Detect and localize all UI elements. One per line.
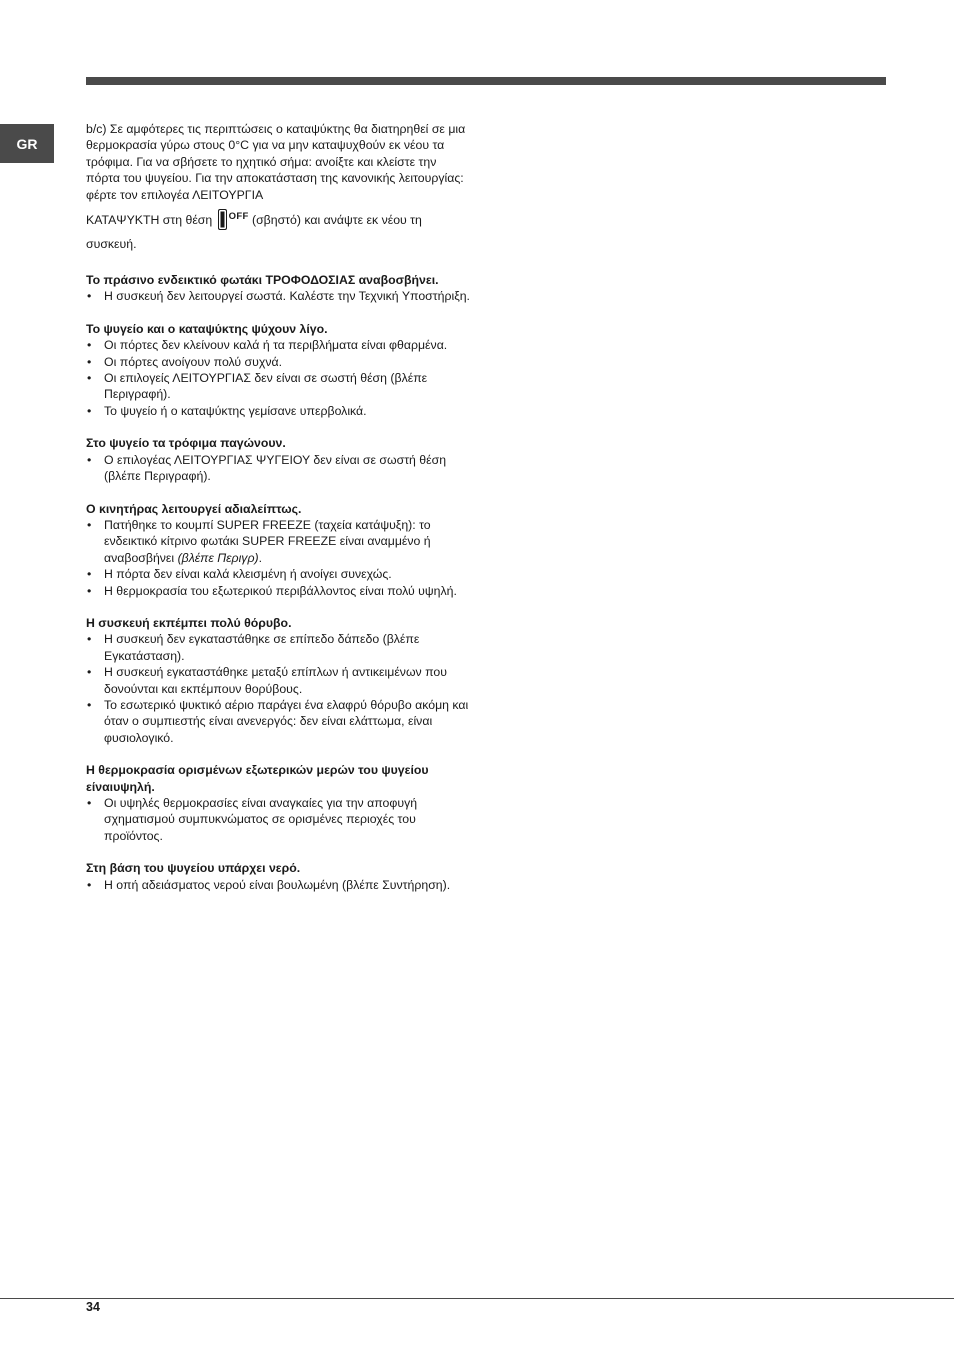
list-item-text: Πατήθηκε το κουμπί SUPER FREEZE (ταχεία κατάψυξη): το ενδεικτικό κίτρινο φωτάκι SUPER FREEZE είναι αναμμένο ή αναβοσβήνει <box>104 517 431 565</box>
bullet-list <box>86 452 471 485</box>
list-item: • Ο επιλογέας ΛΕΙΤΟΥΡΓΙΑΣ ΨΥΓΕΙΟΥ δεν είναι σε σωστή θέση (βλέπε Περιγραφή). <box>86 452 471 485</box>
list-item: • Οι επιλογείς ΛΕΙΤΟΥΡΓΙΑΣ δεν είναι σε σωστή θέση (βλέπε Περιγραφή). <box>86 370 471 403</box>
intro-text-after: (σβηστό) και ανάψτε εκ νέου τη συσκευή. <box>86 213 422 252</box>
intro-text: b/c) Σε αμφότερες τις περιπτώσεις ο καταψύκτης θα διατηρηθεί σε μια θερμοκρασία γύρω στους 0°C για να μην καταψυχθούν εκ νέου τα τρόφιμα. Για να σβήσετε το ηχητικό σήμα: ανοίξτε και κλείστε την πόρτα του ψυγείου. Για την αποκατάσταση της κανονικής λειτουργίας: φέρτε τον επιλογέα ΛΕΙΤΟΥΡΓΙΑ <box>86 122 466 202</box>
language-tab: GR <box>0 124 54 163</box>
list-item <box>86 517 471 566</box>
section-heading: Η συσκευή εκπέμπει πολύ θόρυβο. <box>86 615 292 630</box>
section-noise <box>86 615 471 746</box>
bullet-list <box>86 795 471 844</box>
list-item: • Η πόρτα δεν είναι καλά κλεισμένη ή ανοίγει συνεχώς. <box>86 566 471 582</box>
bullet-list <box>86 337 471 419</box>
list-item: • Οι υψηλές θερμοκρασίες είναι αναγκαίες για την αποφυγή σχηματισμού συμπυκνώματος σε ορισμένες περιοχές του προϊόντος. <box>86 795 471 844</box>
section-heading: Στο ψυγείο τα τρόφιμα παγώνουν. <box>86 436 286 451</box>
list-item: • Η θερμοκρασία του εξωτερικού περιβάλλοντος είναι πολύ υψηλή. <box>86 583 471 599</box>
intro-paragraph <box>86 121 471 256</box>
list-item: • Η συσκευή δεν εγκαταστάθηκε σε επίπεδο δάπεδο (βλέπε Εγκατάσταση). <box>86 631 471 664</box>
intro-line2-start: ΚΑΤΑΨΥΚΤΗ στη θέση <box>86 213 213 228</box>
section-water-base <box>86 860 471 893</box>
selector-knob-icon <box>218 209 227 230</box>
section-motor-continuous <box>86 501 471 599</box>
list-item: • Η συσκευή εγκαταστάθηκε μεταξύ επίπλων ή αντικειμένων που δονούνται και εκπέμπουν θορύβους. <box>86 664 471 697</box>
bullet-list <box>86 631 471 746</box>
page-number: 34 <box>86 1300 100 1314</box>
section-heading: Το ψυγείο και ο καταψύκτης ψύχουν λίγο. <box>86 321 328 336</box>
section-heading: Ο κινητήρας λειτουργεί αδιαλείπτως. <box>86 501 302 516</box>
list-item: • Η οπή αδειάσματος νερού είναι βουλωμένη (βλέπε Συντήρηση). <box>86 877 471 893</box>
bullet-list <box>86 877 471 893</box>
section-low-cooling <box>86 321 471 419</box>
top-rule <box>86 77 886 85</box>
list-item: • Οι πόρτες δεν κλείνουν καλά ή τα περιβλήματα είναι φθαρμένα. <box>86 337 471 353</box>
list-item: • Οι πόρτες ανοίγουν πολύ συχνά. <box>86 354 471 370</box>
section-heading: Στη βάση του ψυγείου υπάρχει νερό. <box>86 861 301 876</box>
troubleshooting-content <box>86 121 471 893</box>
bullet-list <box>86 288 471 304</box>
bullet-list <box>86 517 471 599</box>
list-item-tail: . <box>258 550 263 565</box>
list-item: • Το ψυγείο ή ο καταψύκτης γεμίσανε υπερβολικά. <box>86 403 471 419</box>
intro-line-two <box>86 205 471 256</box>
section-food-freezing <box>86 435 471 484</box>
list-item: • Η συσκευή δεν λειτουργεί σωστά. Καλέστε την Τεχνική Υποστήριξη. <box>86 288 471 304</box>
see-description-note: (βλέπε Περιγρ) <box>177 550 259 565</box>
section-heading: Η θερμοκρασία ορισμένων εξωτερικών μερών του ψυγείου είναιυψηλή. <box>86 763 429 794</box>
footer-rule <box>0 1298 954 1299</box>
section-power-led <box>86 272 471 305</box>
off-label: OFF <box>228 211 249 223</box>
list-item: • Το εσωτερικό ψυκτικό αέριο παράγει ένα ελαφρύ θόρυβο ακόμη και όταν ο συμπιεστής είναι ανενεργός: δεν είναι ελάττωμα, είναι φυσιολογικό. <box>86 697 471 746</box>
section-hot-parts <box>86 762 471 844</box>
section-heading: Το πράσινο ενδεικτικό φωτάκι ΤΡΟΦΟΔΟΣΙΑΣ αναβοσβήνει. <box>86 273 439 288</box>
